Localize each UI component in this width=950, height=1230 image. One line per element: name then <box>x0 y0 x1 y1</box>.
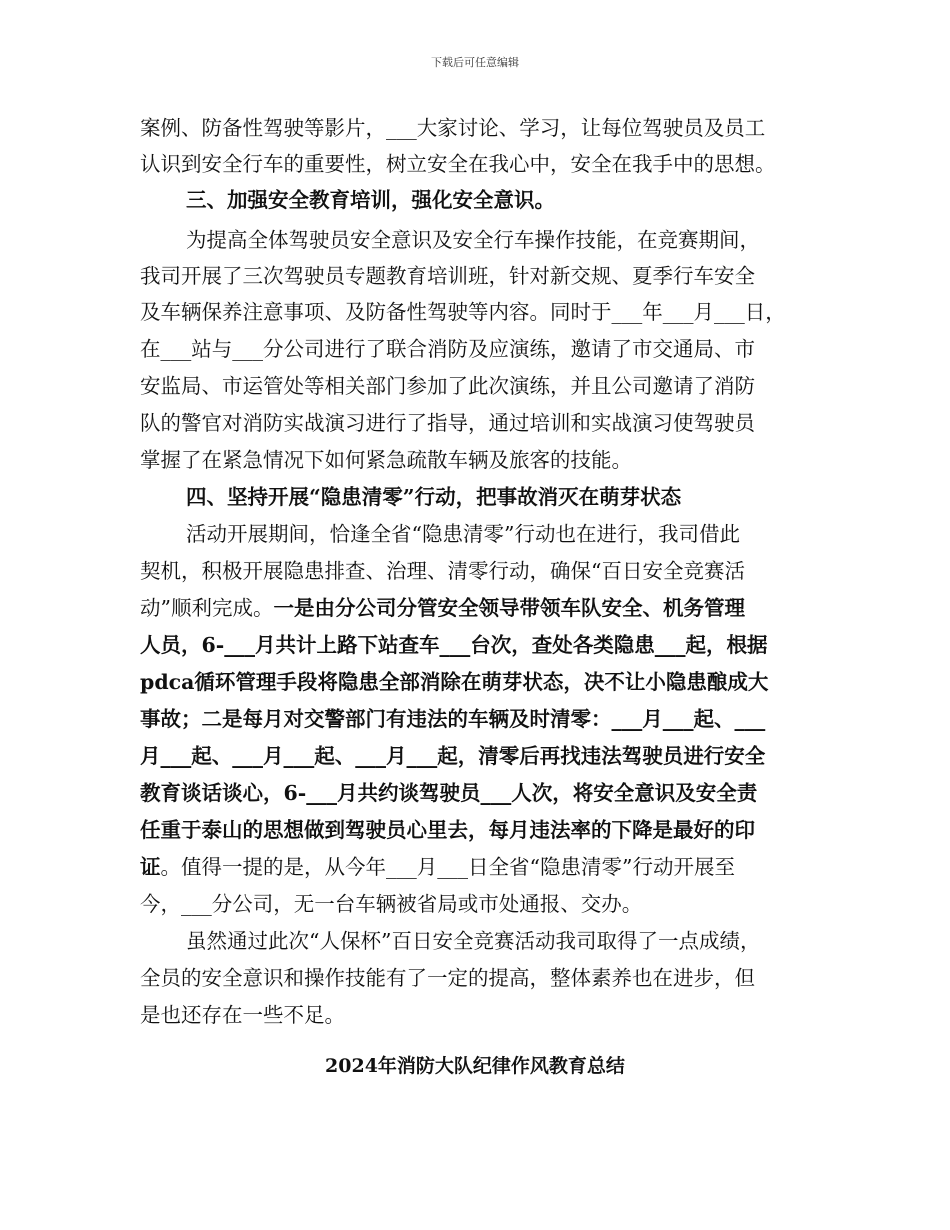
text-line <box>140 849 820 885</box>
text-line <box>186 516 820 552</box>
text-run: 人员，6-___月共计上路下站查车___台次，查处各类隐患___起，根据 <box>140 633 768 657</box>
text-run: 案例、防备性驾驶等影片，___大家讨论、学习，让每位驾驶员及员工 <box>140 116 766 140</box>
text-run: 我司开展了三次驾驶员专题教育培训班，针对新交规、夏季行车安全 <box>140 264 755 288</box>
text-run: 。值得一提的是，从今年___月___日全省“隐患清零”行动开展至 <box>160 855 735 879</box>
text-line <box>140 294 820 330</box>
text-run: 掌握了在紧急情况下如何紧急疏散车辆及旅客的技能。 <box>140 448 632 472</box>
text-run: 为提高全体驾驶员安全意识及安全行车操作技能，在竞赛期间， <box>186 228 760 252</box>
text-run: 四、坚持开展“隐患清零”行动，把事故消灭在萌芽状态 <box>186 485 682 509</box>
text-line <box>140 590 820 626</box>
text-line <box>186 222 820 258</box>
text-line <box>140 442 820 478</box>
text-line <box>140 331 820 367</box>
text-run: 虽然通过此次“人保杯”百日安全竞赛活动我司取得了一点成绩， <box>186 929 761 953</box>
text-line <box>140 553 820 589</box>
text-run: 三、加强安全教育培训，强化安全意识。 <box>186 188 555 212</box>
text-run: 动”顺利完成。 <box>140 596 274 620</box>
text-run: 安监局、市运管处等相关部门参加了此次演练，并且公司邀请了消防 <box>140 374 755 398</box>
text-run: 活动开展期间，恰逢全省“隐患清零”行动也在进行，我司借此 <box>186 522 740 546</box>
text-run: 认识到安全行车的重要性，树立安全在我心中，安全在我手中的思想。 <box>140 152 776 176</box>
text-line <box>186 923 820 959</box>
text-run: 教育谈话谈心，6-___月共约谈驾驶员___人次，将安全意识及安全责 <box>140 781 758 805</box>
text-line <box>140 258 820 294</box>
section-heading <box>186 182 820 218</box>
text-run: pdca循环管理手段将隐患全部消除在萌芽状态，决不让小隐患酿成大 <box>140 670 769 694</box>
text-line <box>140 664 820 700</box>
text-run: 队的警官对消防实战演习进行了指导，通过培训和实战演习使驾驶员 <box>140 411 755 435</box>
text-run: 全员的安全意识和操作技能有了一定的提高，整体素养也在进步，但 <box>140 966 755 990</box>
text-line <box>140 886 820 922</box>
document-title: 2024年消防大队纪律作风教育总结 <box>325 1055 625 1077</box>
text-line <box>140 997 820 1033</box>
text-line <box>140 812 820 848</box>
text-line <box>140 146 820 182</box>
text-line <box>140 775 820 811</box>
text-line <box>140 960 820 996</box>
text-run: 证 <box>140 855 161 879</box>
text-run: 及车辆保养注意事项、及防备性驾驶等内容。同时于___年___月___日， <box>140 300 786 324</box>
text-run: 事故；二是每月对交警部门有违法的车辆及时清零：___月___起、___ <box>140 707 766 731</box>
text-run: 任重于泰山的思想做到驾驶员心里去，每月违法率的下降是最好的印 <box>140 818 755 842</box>
section-heading <box>186 479 820 515</box>
text-run: 一是由分公司分管安全领导带领车队安全、机务管理 <box>273 596 745 620</box>
text-line <box>140 701 820 737</box>
text-run: 在___站与___分公司进行了联合消防及应演练，邀请了市交通局、市 <box>140 337 755 361</box>
text-line <box>140 627 820 663</box>
text-line <box>140 110 820 146</box>
text-run: 今，___分公司，无一台车辆被省局或市处通报、交办。 <box>140 892 643 916</box>
text-run: 月___起、___月___起、___月___起，清零后再找违法驾驶员进行安全 <box>140 744 766 768</box>
page-header: 下载后可任意编辑 <box>431 56 519 69</box>
text-run: 契机，积极开展隐患排查、治理、清零行动，确保“百日安全竞赛活 <box>140 559 745 583</box>
text-line <box>140 368 820 404</box>
text-run: 是也还存在一些不足。 <box>140 1003 345 1027</box>
text-line <box>140 738 820 774</box>
text-line <box>140 405 820 441</box>
